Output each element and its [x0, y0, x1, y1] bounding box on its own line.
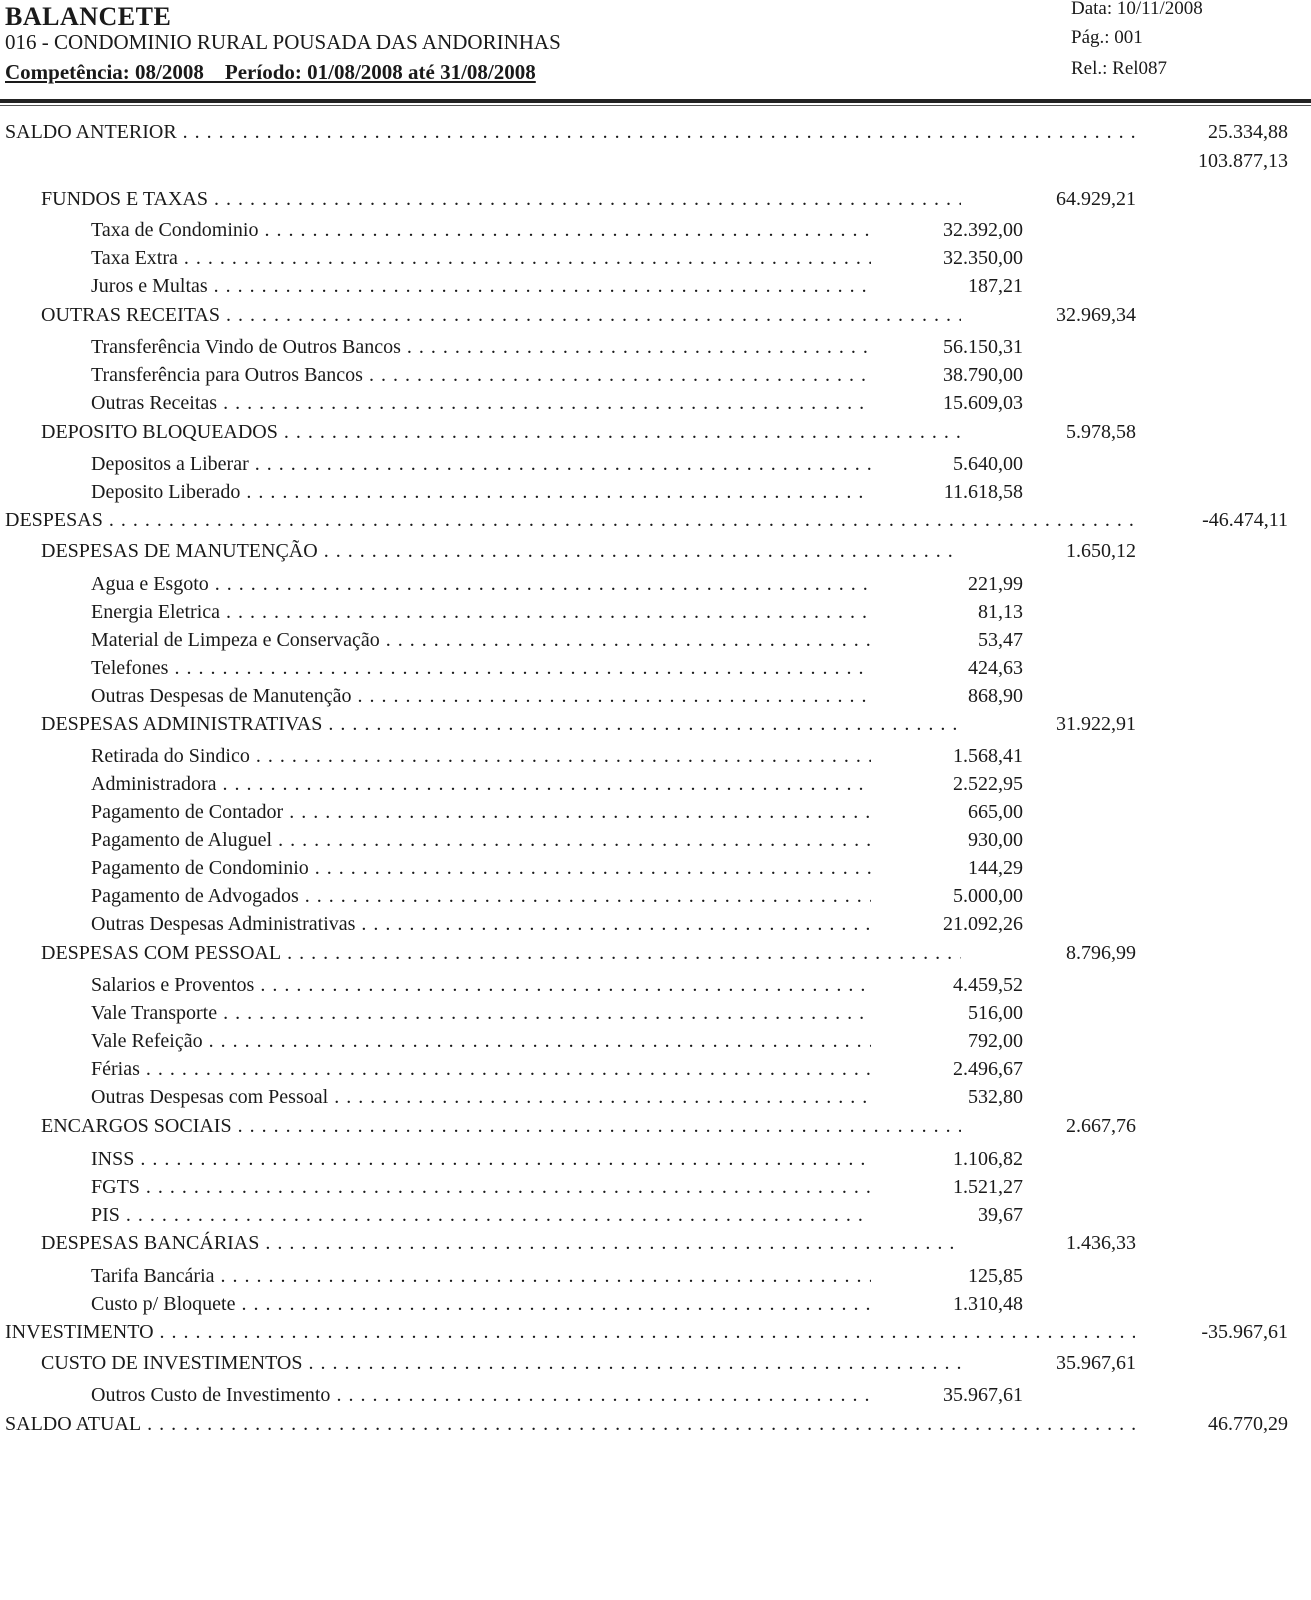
- account-amount: 81,13: [978, 601, 1023, 623]
- account-amount: 1.436,33: [1066, 1232, 1136, 1254]
- account-amount: 125,85: [968, 1265, 1023, 1287]
- account-amount: 35.967,61: [943, 1384, 1023, 1406]
- account-amount: 144,29: [968, 857, 1023, 879]
- ledger-row: [0, 971, 1311, 999]
- ledger-row: [0, 682, 1311, 710]
- account-amount: 424,63: [968, 657, 1023, 679]
- ledger-row: [0, 882, 1311, 910]
- account-amount: 1.310,48: [953, 1293, 1023, 1315]
- account-amount: -46.474,11: [1202, 509, 1288, 531]
- account-amount: 930,00: [968, 829, 1023, 851]
- account-label: Pagamento de Advogados . . .: [91, 882, 871, 910]
- account-amount: 2.667,76: [1066, 1115, 1136, 1137]
- account-amount: 32.969,34: [1056, 304, 1136, 326]
- report-header: [0, 0, 1311, 100]
- account-amount: 15.609,03: [943, 392, 1023, 414]
- ledger-row: [0, 1112, 1311, 1140]
- ledger-row: [0, 272, 1311, 300]
- account-label: DESPESAS DE MANUTENÇÃO . . .: [41, 537, 961, 565]
- ledger-row: [0, 185, 1311, 213]
- report-date: Data: 10/11/2008: [1071, 0, 1203, 19]
- account-amount: 5.640,00: [953, 453, 1023, 475]
- ledger-row: [0, 570, 1311, 598]
- ledger-row: [0, 1318, 1311, 1346]
- account-label: OUTRAS RECEITAS . . .: [41, 301, 961, 329]
- account-amount: -35.967,61: [1201, 1321, 1288, 1343]
- account-amount: 8.796,99: [1066, 942, 1136, 964]
- ledger-row: [0, 1055, 1311, 1083]
- account-label: Outras Despesas Administrativas . . .: [91, 910, 871, 938]
- account-amount: 2.522,95: [953, 773, 1023, 795]
- report-title: BALANCETE: [5, 2, 172, 31]
- ledger-row: [0, 1381, 1311, 1409]
- account-label: Pagamento de Contador . . .: [91, 798, 871, 826]
- account-label: Pagamento de Aluguel . . .: [91, 826, 871, 854]
- account-amount: 103.877,13: [1198, 150, 1288, 172]
- ledger-row: [0, 244, 1311, 272]
- account-label: Vale Refeição . . .: [91, 1027, 871, 1055]
- ledger-row: [0, 506, 1311, 534]
- ledger-row: [0, 478, 1311, 506]
- account-label: INVESTIMENTO . . .: [5, 1318, 1135, 1346]
- account-label: Taxa Extra . . .: [91, 244, 871, 272]
- account-amount: 64.929,21: [1056, 188, 1136, 210]
- report-id: Rel.: Rel087: [1071, 58, 1168, 79]
- account-label: Retirada do Sindico . . .: [91, 742, 871, 770]
- account-label: ENCARGOS SOCIAIS . . .: [41, 1112, 961, 1140]
- account-amount: 1.568,41: [953, 745, 1023, 767]
- ledger-row: [0, 910, 1311, 938]
- account-amount: 868,90: [968, 685, 1023, 707]
- account-label: Pagamento de Condominio . . .: [91, 854, 871, 882]
- account-label: Depositos a Liberar . . .: [91, 450, 871, 478]
- account-label: Outros Custo de Investimento . . .: [91, 1381, 871, 1409]
- account-amount: 38.790,00: [943, 364, 1023, 386]
- account-label: Tarifa Bancária . . .: [91, 1262, 871, 1290]
- account-label: INSS . . .: [91, 1145, 871, 1173]
- account-label: DESPESAS . . .: [5, 506, 1135, 534]
- ledger-row: [0, 333, 1311, 361]
- account-label: Outras Receitas . . .: [91, 389, 871, 417]
- account-label: FUNDOS E TAXAS . . .: [41, 185, 961, 213]
- ledger-row: [0, 361, 1311, 389]
- account-amount: 5.978,58: [1066, 421, 1136, 443]
- ledger-row: [0, 1349, 1311, 1377]
- account-amount: 2.496,67: [953, 1058, 1023, 1080]
- account-amount: 1.650,12: [1066, 540, 1136, 562]
- company-name: 016 - CONDOMINIO RURAL POUSADA DAS ANDORINHAS: [5, 30, 561, 54]
- account-amount: 4.459,52: [953, 974, 1023, 996]
- account-label: Outras Despesas com Pessoal . . .: [91, 1083, 871, 1111]
- account-label: Energia Eletrica . . .: [91, 598, 871, 626]
- ledger-row: [0, 1027, 1311, 1055]
- account-amount: 792,00: [968, 1030, 1023, 1052]
- account-amount: 1.521,27: [953, 1176, 1023, 1198]
- account-amount: 187,21: [968, 275, 1023, 297]
- account-label: DESPESAS ADMINISTRATIVAS . . .: [41, 710, 961, 738]
- ledger-row: [0, 770, 1311, 798]
- account-amount: 35.967,61: [1056, 1352, 1136, 1374]
- account-label: Agua e Esgoto . . .: [91, 570, 871, 598]
- account-label: Vale Transporte . . .: [91, 999, 871, 1027]
- competence-period: Competência: 08/2008 Período: 01/08/2008 até 31/08/2008: [5, 60, 536, 84]
- account-amount: 11.618,58: [943, 481, 1023, 503]
- header-rule-thin: [0, 105, 1311, 106]
- ledger-row: [0, 1145, 1311, 1173]
- ledger-row: [0, 118, 1311, 146]
- account-amount: 32.392,00: [943, 219, 1023, 241]
- account-label: SALDO ATUAL . . .: [5, 1410, 1135, 1438]
- account-amount: 1.106,82: [953, 1148, 1023, 1170]
- ledger-row: [0, 389, 1311, 417]
- account-label: Deposito Liberado . . .: [91, 478, 871, 506]
- account-amount: 5.000,00: [953, 885, 1023, 907]
- account-label: FGTS . . .: [91, 1173, 871, 1201]
- account-amount: 32.350,00: [943, 247, 1023, 269]
- account-amount: 39,67: [978, 1204, 1023, 1226]
- ledger-row: [0, 854, 1311, 882]
- account-amount: 516,00: [968, 1002, 1023, 1024]
- account-label: Transferência para Outros Bancos . . .: [91, 361, 871, 389]
- account-amount: 21.092,26: [943, 913, 1023, 935]
- ledger-row: [0, 798, 1311, 826]
- ledger-row: [0, 537, 1311, 565]
- ledger-row: [0, 1290, 1311, 1318]
- account-label: Material de Limpeza e Conservação . . .: [91, 626, 871, 654]
- account-amount: 665,00: [968, 801, 1023, 823]
- account-amount: 532,80: [968, 1086, 1023, 1108]
- account-label: Telefones . . .: [91, 654, 871, 682]
- ledger-row: [0, 216, 1311, 244]
- account-label: CUSTO DE INVESTIMENTOS . . .: [41, 1349, 961, 1377]
- ledger-row: [0, 1201, 1311, 1229]
- ledger-row: [0, 826, 1311, 854]
- account-amount: 31.922,91: [1056, 713, 1136, 735]
- account-label: DESPESAS COM PESSOAL . . .: [41, 939, 961, 967]
- account-label: Custo p/ Bloquete . . .: [91, 1290, 871, 1318]
- ledger-row: [0, 1410, 1311, 1438]
- account-amount: 56.150,31: [943, 336, 1023, 358]
- account-label: Transferência Vindo de Outros Bancos . . .: [91, 333, 871, 361]
- ledger-row: [0, 1083, 1311, 1111]
- account-label: Taxa de Condominio . . .: [91, 216, 871, 244]
- account-label: Outras Despesas de Manutenção . . .: [91, 682, 871, 710]
- ledger-row: [0, 999, 1311, 1027]
- ledger-row: [0, 450, 1311, 478]
- ledger-row: [0, 939, 1311, 967]
- account-amount: 46.770,29: [1208, 1413, 1288, 1435]
- ledger-row: [0, 418, 1311, 446]
- ledger-row: [0, 598, 1311, 626]
- ledger-row: [0, 1229, 1311, 1257]
- ledger-row: [0, 626, 1311, 654]
- ledger-row: [0, 301, 1311, 329]
- ledger-row: [0, 1262, 1311, 1290]
- ledger-row: [0, 1173, 1311, 1201]
- account-label: Administradora . . .: [91, 770, 871, 798]
- account-label: DEPOSITO BLOQUEADOS . . .: [41, 418, 961, 446]
- account-label: Salarios e Proventos . . .: [91, 971, 871, 999]
- ledger-row: [0, 654, 1311, 682]
- account-label: SALDO ANTERIOR . . .: [5, 118, 1135, 146]
- account-label: Juros e Multas . . .: [91, 272, 871, 300]
- account-label: PIS . . .: [91, 1201, 871, 1229]
- account-amount: 53,47: [978, 629, 1023, 651]
- ledger-row: [0, 742, 1311, 770]
- account-label: DESPESAS BANCÁRIAS . . .: [41, 1229, 961, 1257]
- ledger-row: [0, 710, 1311, 738]
- page-number: Pág.: 001: [1071, 27, 1143, 48]
- account-amount: 25.334,88: [1208, 121, 1288, 143]
- ledger-row: [0, 147, 1311, 175]
- account-label: Férias . . .: [91, 1055, 871, 1083]
- account-amount: 221,99: [968, 573, 1023, 595]
- header-rule: [0, 99, 1311, 103]
